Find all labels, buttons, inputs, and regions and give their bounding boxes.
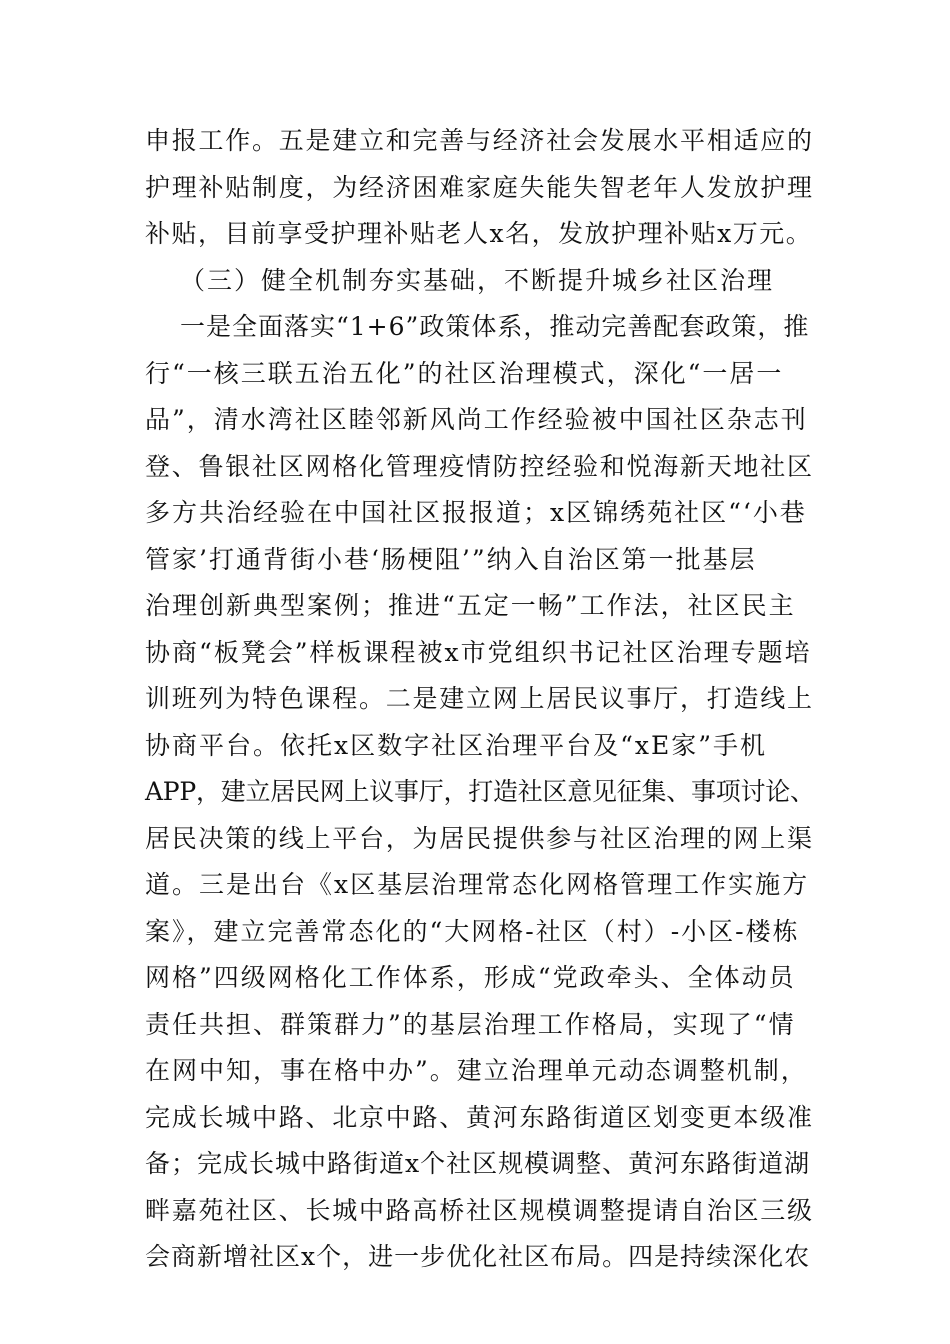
text-line: 案》，建立完善常态化的“大网格-社区（村）-小区-楼栋: [145, 916, 800, 946]
text-line: 行“一核三联五治五化”的社区治理模式，深化“一居一: [145, 358, 784, 388]
text-line: 在网中知，事在格中办”。建立治理单元动态调整机制，: [145, 1056, 808, 1085]
text-line: 品”，清水湾社区睦邻新风尚工作经验被中国社区杂志刊: [145, 405, 808, 434]
text-line: 管家’打通背街小巷‘肠梗阻’”纳入自治区第一批基层: [145, 544, 757, 574]
text-line: 协商“板凳会”样板课程被x市党组织书记社区治理专题培: [145, 637, 812, 667]
text-line: 护理补贴制度，为经济困难家庭失能失智老年人发放护理: [145, 172, 814, 202]
text-line: 完成长城中路、北京中路、黄河东路街道区划变更本级准: [145, 1102, 814, 1132]
text-line: 备；完成长城中路街道x个社区规模调整、黄河东路街道湖: [145, 1149, 811, 1178]
text-line: 申报工作。五是建立和完善与经济社会发展水平相适应的: [145, 126, 814, 155]
text-line: 道。三是出台《x区基层治理常态化网格管理工作实施方: [145, 870, 810, 899]
text-line: 责任共担、群策群力”的基层治理工作格局，实现了“情: [145, 1009, 796, 1039]
text-line: 畔嘉苑社区、长城中路高桥社区规模调整提请自治区三级: [145, 1195, 814, 1225]
text-line: 登、鲁银社区网格化管理疫情防控经验和悦海新天地社区: [145, 451, 814, 481]
text-line: 网格”四级网格化工作体系，形成“党政牵头、全体动员: [145, 963, 796, 992]
text-line: 居民决策的线上平台，为居民提供参与社区治理的网上渠: [145, 823, 814, 853]
text-line: 一是全面落实“1+6”政策体系，推动完善配套政策，推: [180, 312, 810, 341]
text-line: APP，建立居民网上议事厅，打造社区意见征集、事项讨论、: [145, 777, 815, 806]
text-line: 多方共治经验在中国社区报报道；x区锦绣苑社区“‘小巷: [145, 498, 807, 527]
text-line: 协商平台。依托x区数字社区治理平台及“xE家”手机: [145, 730, 768, 760]
text-line: 补贴，目前享受护理补贴老人x名，发放护理补贴x万元。: [145, 219, 813, 248]
text-line: 治理创新典型案例；推进“五定一畅”工作法，社区民主: [145, 591, 796, 620]
section-heading: （三）健全机制夯实基础，不断提升城乡社区治理: [180, 265, 775, 295]
text-line: 会商新增社区x个，进一步优化社区布局。四是持续深化农: [145, 1242, 811, 1271]
text-line: 训班列为特色课程。二是建立网上居民议事厅，打造线上: [145, 684, 814, 713]
document-body: [145, 118, 815, 1281]
